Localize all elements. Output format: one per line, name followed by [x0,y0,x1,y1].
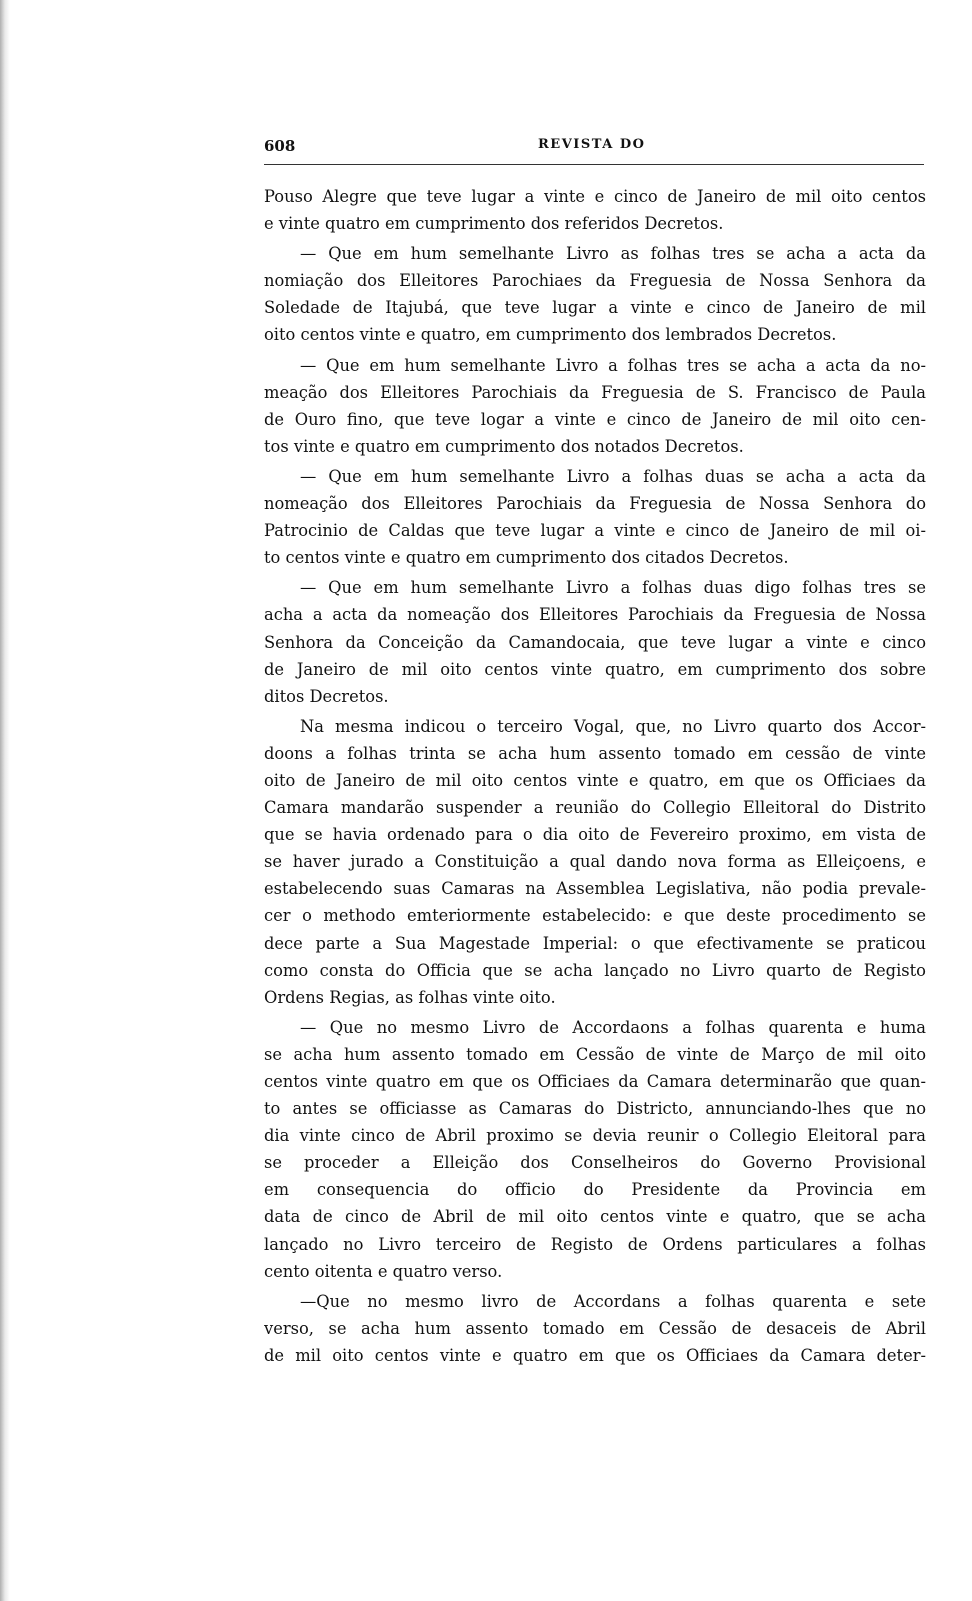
text-line: estabelecendo suas Camaras na Assemblea Legislativa, não podia prevale- [264,879,926,899]
text-line: doons a folhas trinta se acha hum assento tomado em cessão de vinte [264,743,926,763]
text-line: to centos vinte e quatro em cumprimento dos citados Decretos. [264,548,789,568]
text-line: se proceder a Elleição dos Conselheiros do Governo Provisional [264,1153,926,1173]
text-line: em consequencia do officio do Presidente da Provincia em [264,1180,926,1200]
text-line: to antes se officiasse as Camaras do Districto, annunciando-lhes que no [264,1099,926,1119]
text-line: dia vinte cinco de Abril proximo se devia reunir o Collegio Eleitoral para [264,1126,926,1146]
text-line: — Que no mesmo Livro de Accordaons a folhas quarenta e huma [300,1017,926,1037]
text-line: Ordens Regias, as folhas vinte oito. [264,987,556,1007]
text-line: data de cinco de Abril de mil oito centos vinte e quatro, que se acha [264,1207,926,1227]
page-number: 608 [264,137,296,155]
text-line: se acha hum assento tomado em Cessão de vinte de Março de mil oito [264,1044,926,1064]
text-line: oito de Janeiro de mil oito centos vinte e quatro, em que os Officiaes da [264,770,926,790]
text-line: Na mesma indicou o terceiro Vogal, que, no Livro quarto dos Accor- [300,716,926,736]
text-body [264,183,926,1369]
text-line: lançado no Livro terceiro de Registo de Ordens particulares a folhas [264,1234,926,1254]
text-line: de mil oito centos vinte e quatro em que os Officiaes da Camara deter- [264,1345,926,1365]
text-line: de Ouro fino, que teve logar a vinte e cinco de Janeiro de mil oito cen- [264,409,926,429]
text-line: tos vinte e quatro em cumprimento dos notados Decretos. [264,436,744,456]
text-line: e vinte quatro em cumprimento dos referidos Decretos. [264,214,724,234]
page-header [264,133,926,163]
text-line: — Que em hum semelhante Livro a folhas duas se acha a acta da [300,466,926,486]
text-line: oito centos vinte e quatro, em cumprimento dos lembrados Decretos. [264,325,837,345]
text-line: cento oitenta e quatro verso. [264,1261,503,1281]
text-line: centos vinte quatro em que os Officiaes da Camara determinarão que quan- [264,1072,926,1091]
text-line: — Que em hum semelhante Livro as folhas tres se acha a acta da [300,244,926,264]
text-line: como consta do Officia que se acha lançado no Livro quarto de Registo [264,960,926,980]
text-line: Camara mandarão suspender a reunião do Collegio Elleitoral do Distrito [264,798,926,818]
text-line: ditos Decretos. [264,686,389,706]
text-line: Senhora da Conceição da Camandocaia, que teve lugar a vinte e cinco [264,632,926,652]
text-line: acha a acta da nomeação dos Elleitores Parochiais da Freguesia de Nossa [264,605,926,625]
text-line: nomiação dos Elleitores Parochiaes da Freguesia de Nossa Senhora da [264,271,926,291]
text-line: dece parte a Sua Magestade Imperial: o que efectivamente se praticou [264,933,926,953]
scan-edge-shadow [0,0,10,1601]
text-line: Pouso Alegre que teve lugar a vinte e cinco de Janeiro de mil oito centos [264,187,926,206]
text-line: que se havia ordenado para o dia oito de Fevereiro proximo, em vista de [264,825,926,845]
text-line: cer o methodo emteriormente estabelecido: e que deste procedimento se [264,906,926,926]
text-line: Soledade de Itajubá, que teve lugar a vinte e cinco de Janeiro de mil [264,298,926,318]
running-title: REVISTA DO [538,137,646,152]
text-line: de Janeiro de mil oito centos vinte quatro, em cumprimento dos sobre [264,659,926,679]
text-line: nomeação dos Elleitores Parochiais da Freguesia de Nossa Senhora do [264,494,926,514]
text-line: — Que em hum semelhante Livro a folhas tres se acha a acta da no- [300,355,926,375]
header-rule [264,164,924,165]
text-line: se haver jurado a Constituição a qual dando nova forma as Elleiçoens, e [264,852,926,872]
text-line: Patrocinio de Caldas que teve lugar a vinte e cinco de Janeiro de mil oi- [264,521,926,541]
text-line: meação dos Elleitores Parochiais da Freguesia de S. Francisco de Paula [264,382,926,402]
text-line: verso, se acha hum assento tomado em Cessão de desaceis de Abril [264,1318,926,1338]
text-line: —Que no mesmo livro de Accordans a folhas quarenta e sete [300,1291,926,1311]
text-line: — Que em hum semelhante Livro a folhas duas digo folhas tres se [300,578,926,598]
